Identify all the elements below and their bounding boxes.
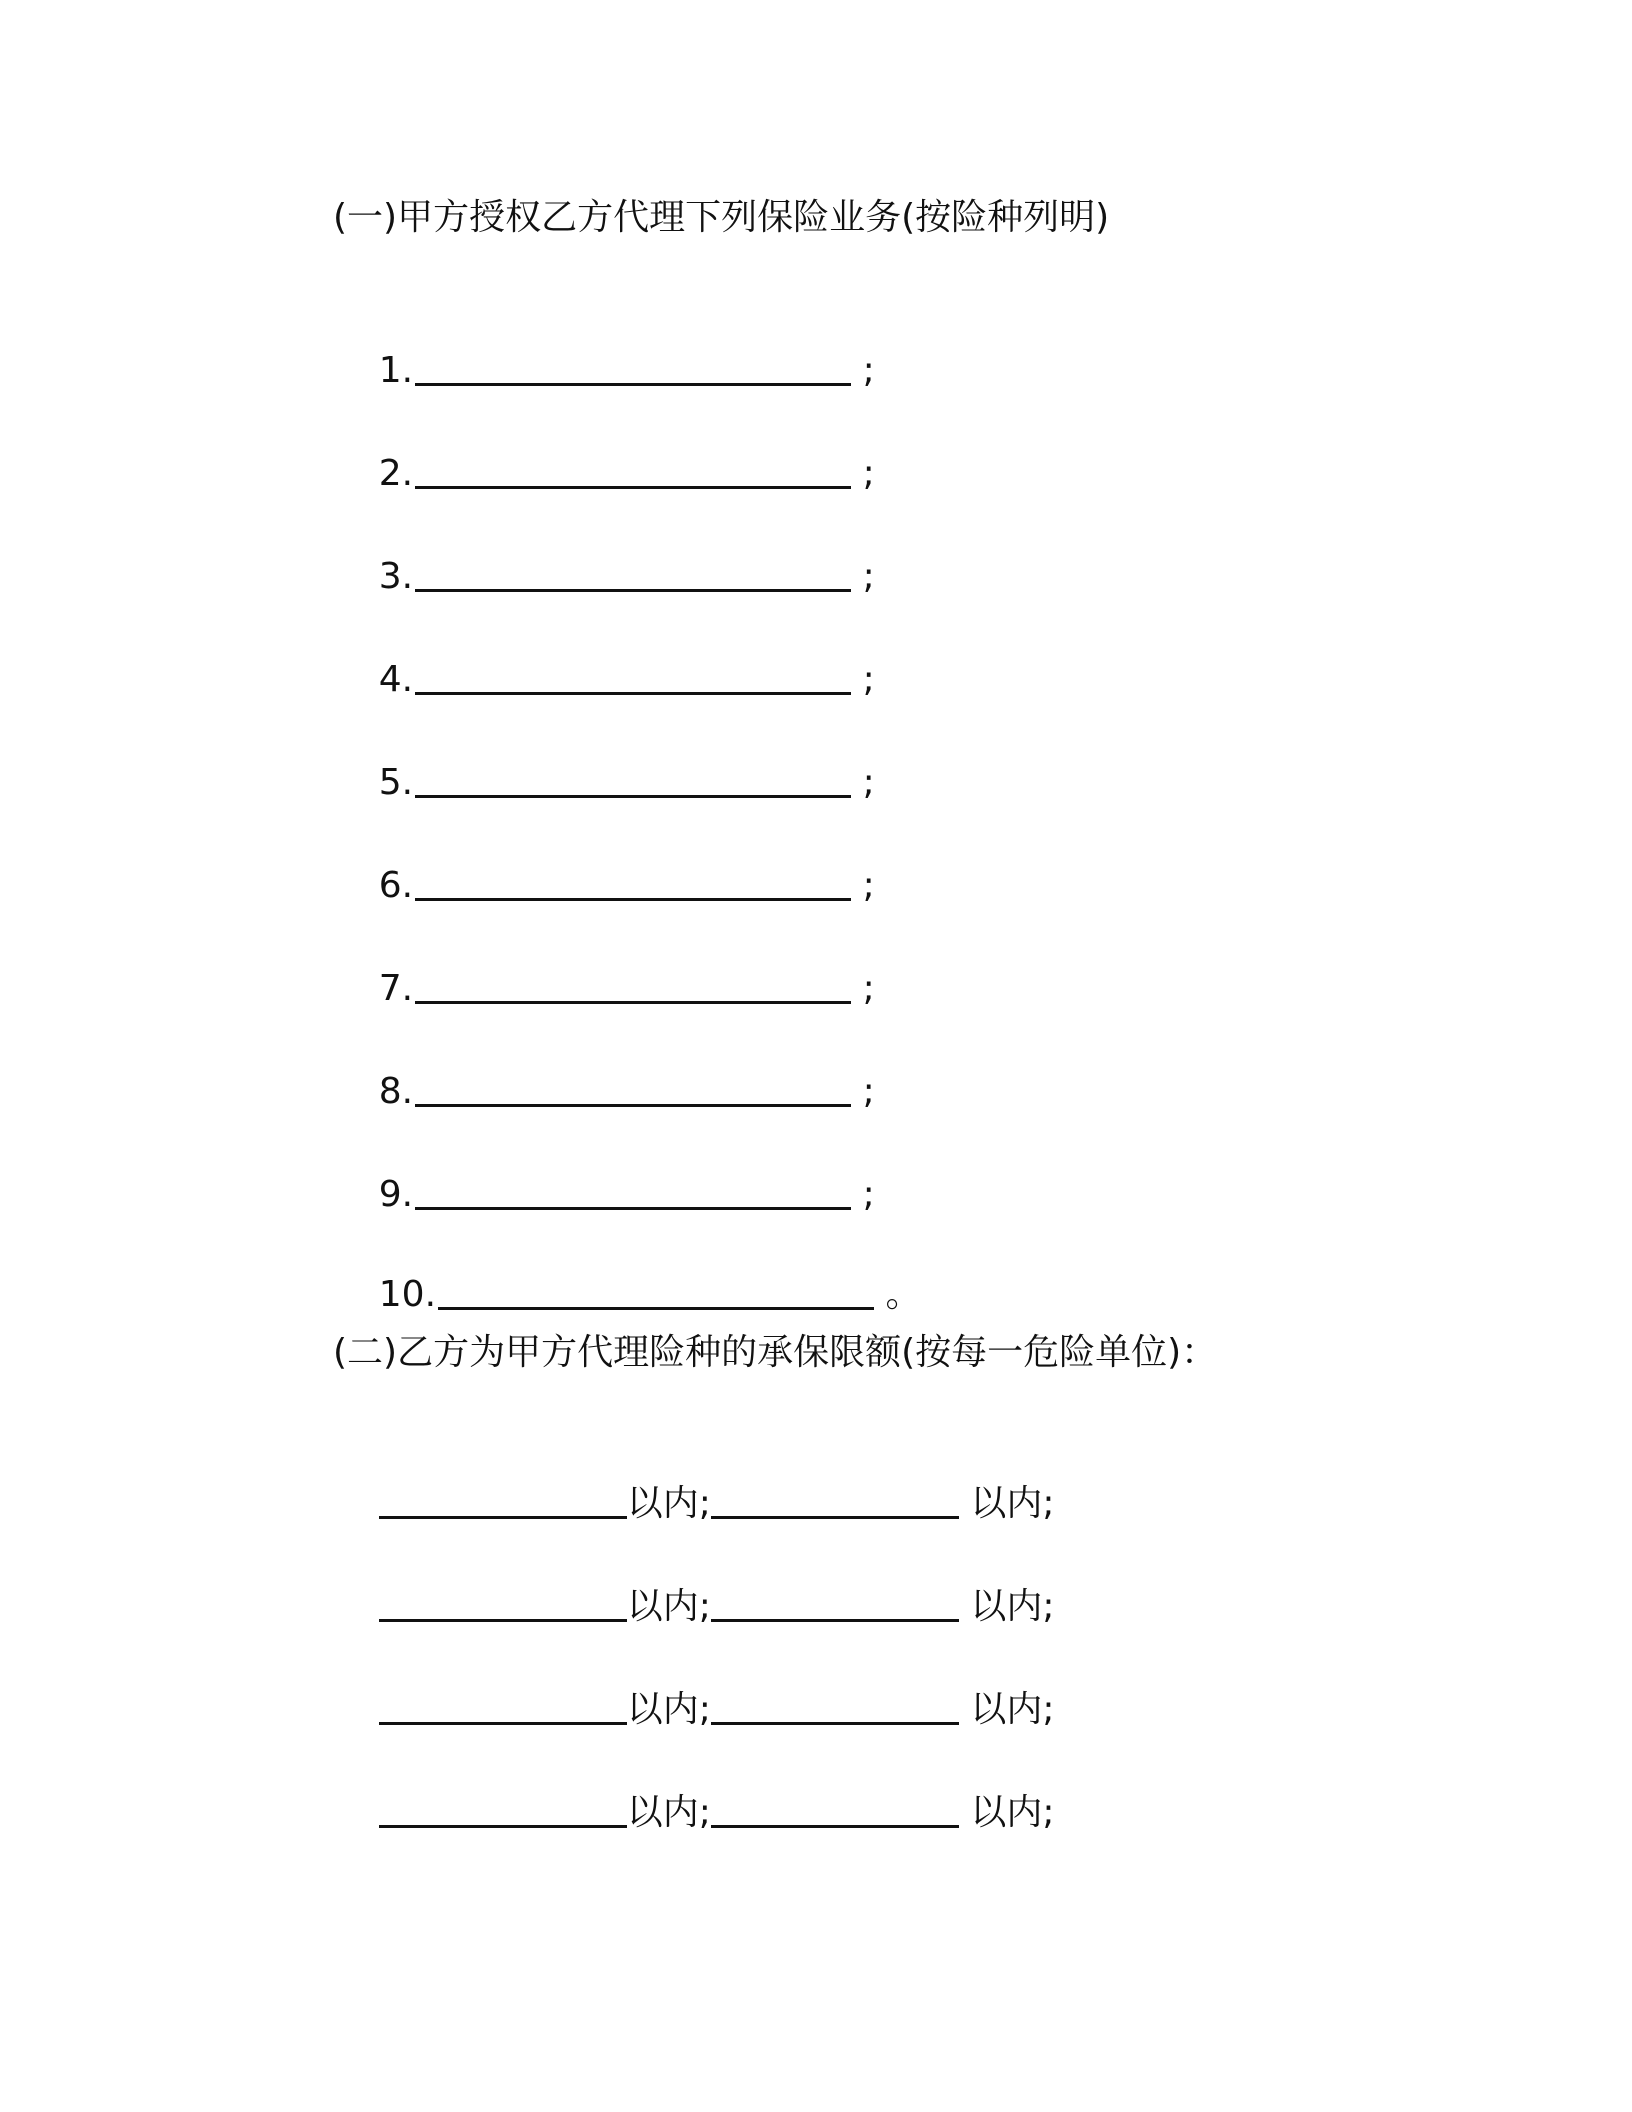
fill-in-blank[interactable] [711, 1619, 959, 1622]
fill-in-blank[interactable] [415, 1001, 851, 1004]
fill-in-blank[interactable] [379, 1619, 627, 1622]
fill-in-blank[interactable] [415, 589, 851, 592]
item-number: 7. [378, 968, 414, 1009]
fill-in-blank[interactable] [711, 1825, 959, 1828]
fill-in-blank[interactable] [415, 486, 851, 489]
item-number: 5. [378, 762, 414, 803]
item-end-punctuation: ; [862, 659, 875, 700]
fill-in-blank[interactable] [415, 1104, 851, 1107]
fill-in-blank[interactable] [711, 1516, 959, 1519]
item-end-punctuation: 。 [885, 1274, 922, 1315]
fill-in-blank[interactable] [379, 1516, 627, 1519]
item-end-punctuation: ; [862, 1174, 875, 1215]
item-number: 10. [378, 1274, 437, 1315]
item-end-punctuation: ; [862, 350, 875, 391]
item-number: 1. [378, 350, 414, 391]
item-number: 4. [378, 659, 414, 700]
fill-in-blank[interactable] [415, 1207, 851, 1210]
limit-suffix: 以内; [958, 1483, 1055, 1524]
fill-in-blank[interactable] [415, 383, 851, 386]
fill-in-blank[interactable] [379, 1825, 627, 1828]
item-end-punctuation: ; [862, 762, 875, 803]
limit-suffix: 以内; [626, 1586, 711, 1627]
item-end-punctuation: ; [862, 865, 875, 906]
fill-in-blank[interactable] [415, 898, 851, 901]
item-end-punctuation: ; [862, 556, 875, 597]
item-number: 6. [378, 865, 414, 906]
item-number: 3. [378, 556, 414, 597]
limit-suffix: 以内; [626, 1689, 711, 1730]
limit-suffix: 以内; [958, 1689, 1055, 1730]
fill-in-blank[interactable] [438, 1307, 874, 1310]
limit-suffix: 以内; [958, 1792, 1055, 1833]
section-2-heading: (二)乙方为甲方代理险种的承保限额(按每一危险单位)： [333, 1332, 1218, 1373]
limit-suffix: 以内; [626, 1792, 711, 1833]
limit-suffix: 以内; [958, 1586, 1055, 1627]
limit-row [333, 1747, 1055, 1879]
fill-in-blank[interactable] [415, 692, 851, 695]
limit-suffix: 以内; [626, 1483, 711, 1524]
item-end-punctuation: ; [862, 968, 875, 1009]
item-number: 2. [378, 453, 414, 494]
item-number: 8. [378, 1071, 414, 1112]
fill-in-blank[interactable] [711, 1722, 959, 1725]
section-1-heading: (一)甲方授权乙方代理下列保险业务(按险种列明) [333, 197, 1110, 238]
fill-in-blank[interactable] [379, 1722, 627, 1725]
fill-in-blank[interactable] [415, 795, 851, 798]
item-number: 9. [378, 1174, 414, 1215]
item-end-punctuation: ; [862, 453, 875, 494]
item-end-punctuation: ; [862, 1071, 875, 1112]
